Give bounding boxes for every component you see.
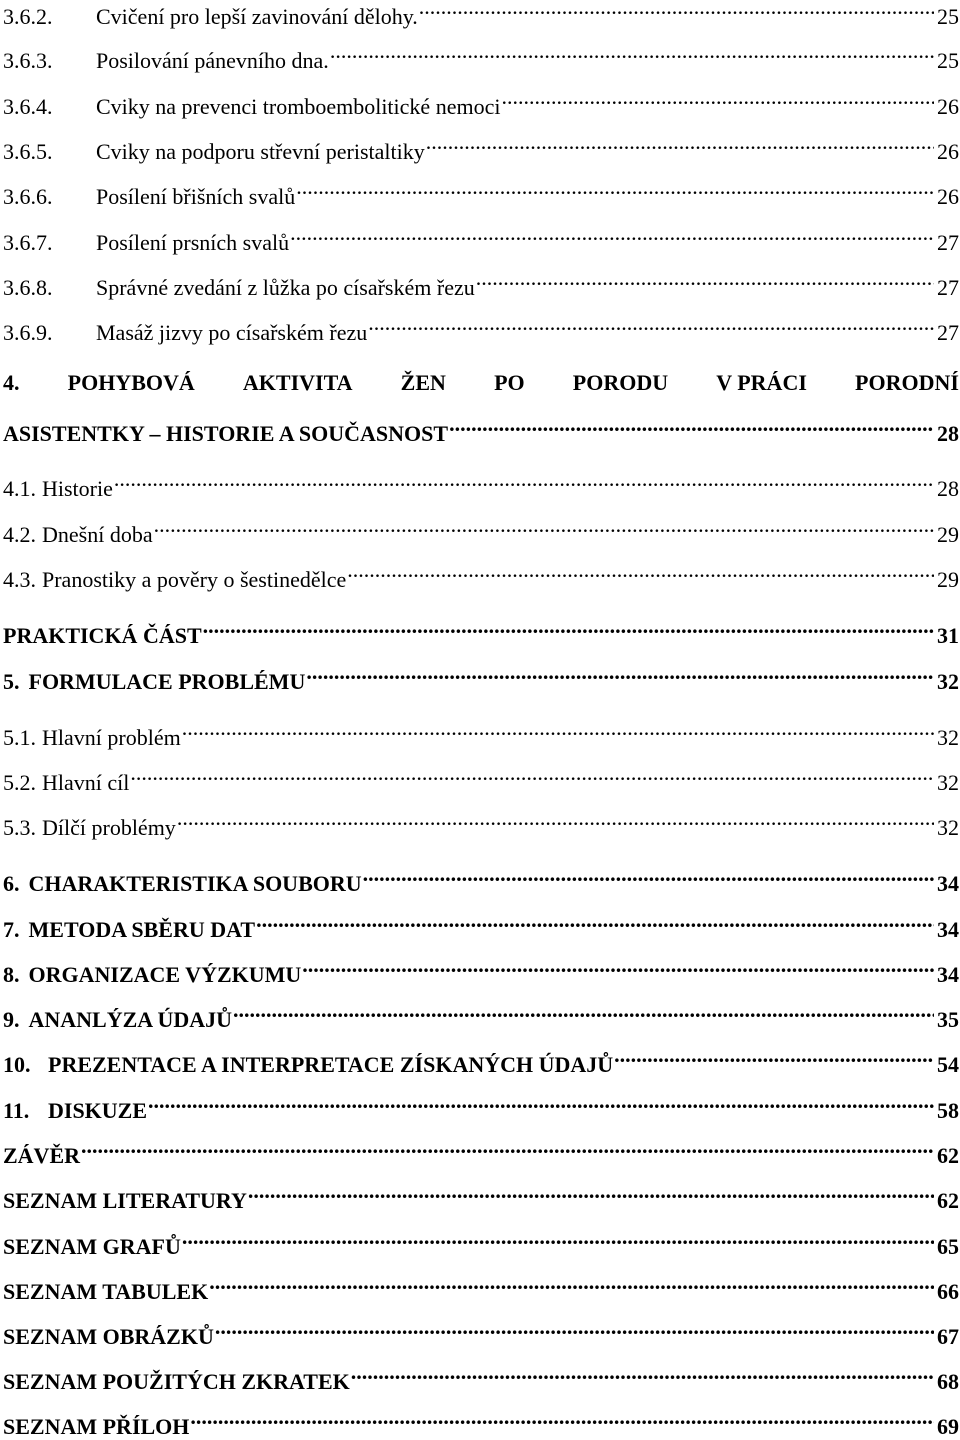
toc-entry-page: 26 — [937, 139, 959, 164]
toc-entry[interactable] — [3, 1228, 959, 1260]
toc-entry-title: Posilování pánevního dna. — [96, 48, 329, 73]
toc-entry-title: PREZENTACE A INTERPRETACE ZÍSKANÝCH ÚDAJŮ — [48, 1052, 614, 1077]
toc-entry-number: 10. — [3, 1052, 31, 1077]
toc-entry[interactable] — [3, 1273, 959, 1305]
toc-entry-title: ORGANIZACE VÝZKUMU — [28, 962, 302, 987]
toc-entry-title: Dnešní doba — [42, 522, 153, 547]
toc-word: POHYBOVÁ — [67, 370, 195, 395]
dot-leader — [290, 224, 934, 250]
toc-entry[interactable] — [3, 809, 959, 841]
toc-entry-page: 32 — [937, 725, 959, 750]
toc-entry-title: SEZNAM GRAFŮ — [3, 1234, 181, 1259]
dot-leader — [215, 1318, 934, 1344]
toc-entry[interactable] — [3, 178, 959, 210]
toc-entry-title: PRAKTICKÁ ČÁST — [3, 623, 202, 648]
toc-entry-page: 28 — [937, 421, 959, 446]
toc-entry-title: Posílení prsních svalů — [96, 230, 290, 255]
toc-entry-title: Masáž jizvy po císařském řezu — [96, 320, 368, 345]
toc-entry-number: 8. — [3, 962, 20, 987]
toc-entry[interactable] — [3, 0, 959, 30]
toc-entry-number: 3.6.7. — [3, 230, 53, 255]
toc-entry-number: 3.6.3. — [3, 48, 53, 73]
toc-entry-number: 4.1. — [3, 476, 36, 501]
toc-entry-title: Cvičení pro lepší zavinování dělohy. — [96, 4, 418, 29]
toc-entry-title: Hlavní problém — [42, 725, 181, 750]
dot-leader — [248, 1182, 934, 1208]
toc-entry[interactable] — [3, 1137, 959, 1169]
dot-leader — [182, 719, 934, 745]
toc-entry-page: 25 — [937, 48, 959, 73]
dot-leader — [368, 314, 934, 340]
dot-leader — [449, 415, 934, 441]
dot-leader — [190, 1408, 934, 1434]
toc-word: PORODNÍ — [855, 370, 959, 395]
toc-entry-title: Dílčí problémy — [42, 815, 176, 840]
toc-entry-number: 5.1. — [3, 725, 36, 750]
toc-entry-page: 27 — [937, 320, 959, 345]
toc-entry-number: 3.6.4. — [3, 94, 53, 119]
toc-entry[interactable] — [3, 42, 959, 74]
dot-leader — [363, 865, 934, 891]
toc-entry-title: SEZNAM PŘÍLOH — [3, 1414, 190, 1439]
toc-entry[interactable] — [3, 663, 959, 695]
toc-entry[interactable] — [3, 561, 959, 593]
dot-leader — [330, 42, 934, 68]
toc-entry-title: Historie — [42, 476, 113, 501]
toc-entry[interactable] — [3, 88, 959, 120]
toc-entry-page: 54 — [937, 1052, 959, 1077]
toc-entry[interactable] — [3, 314, 959, 346]
toc-entry[interactable] — [3, 1046, 959, 1078]
toc-entry-page: 26 — [937, 94, 959, 119]
toc-entry-number: 4.3. — [3, 567, 36, 592]
toc-entry-page: 66 — [937, 1279, 959, 1304]
toc-word: V PRÁCI — [716, 370, 807, 395]
toc-entry-page: 26 — [937, 184, 959, 209]
dot-leader — [306, 663, 934, 689]
toc-entry-page: 68 — [937, 1369, 959, 1394]
toc-entry[interactable] — [3, 1363, 959, 1395]
toc-entry-title: Správné zvedání z lůžka po císařském řezu — [96, 275, 475, 300]
toc-entry-title: SEZNAM OBRÁZKŮ — [3, 1324, 214, 1349]
toc-word: PO — [494, 370, 525, 395]
toc-entry[interactable] — [3, 1092, 959, 1124]
toc-entry-page: 62 — [937, 1188, 959, 1213]
toc-entry[interactable] — [3, 1001, 959, 1033]
toc-entry-page: 34 — [937, 962, 959, 987]
toc-entry[interactable] — [3, 1318, 959, 1350]
toc-entry-page: 65 — [937, 1234, 959, 1259]
toc-entry-number: 5. — [3, 669, 20, 694]
toc-entry-title: ZÁVĚR — [3, 1143, 81, 1168]
toc-entry[interactable] — [3, 516, 959, 548]
toc-entry-page: 27 — [937, 275, 959, 300]
toc-entry-page: 34 — [937, 871, 959, 896]
toc-entry-page: 58 — [937, 1098, 959, 1123]
toc-entry-title: FORMULACE PROBLÉMU — [28, 669, 306, 694]
toc-entry[interactable] — [3, 470, 959, 502]
toc-entry-page: 29 — [937, 522, 959, 547]
toc-entry[interactable] — [3, 617, 959, 649]
toc-word: 4. — [3, 370, 20, 395]
dot-leader — [614, 1046, 934, 1072]
toc-entry-chapter-4-line-2[interactable] — [3, 415, 959, 447]
dot-leader — [347, 561, 934, 587]
toc-word: AKTIVITA — [242, 370, 353, 395]
toc-entry-page: 69 — [937, 1414, 959, 1439]
dot-leader — [351, 1363, 934, 1389]
dot-leader — [302, 956, 934, 982]
toc-entry-page: 32 — [937, 815, 959, 840]
toc-entry-title: Cviky na podporu střevní peristaltiky — [96, 139, 425, 164]
toc-entry-number: 7. — [3, 917, 20, 942]
toc-entry[interactable] — [3, 911, 959, 943]
toc-entry[interactable] — [3, 764, 959, 796]
dot-leader — [296, 178, 934, 204]
toc-entry-page: 27 — [937, 230, 959, 255]
dot-leader — [501, 88, 934, 114]
toc-entry-page: 62 — [937, 1143, 959, 1168]
dot-leader — [209, 1273, 934, 1299]
toc-entry-page: 29 — [937, 567, 959, 592]
toc-entry-number: 3.6.5. — [3, 139, 53, 164]
toc-entry-page: 67 — [937, 1324, 959, 1349]
toc-entry-title: ASISTENTKY – HISTORIE A SOUČASNOST — [3, 421, 449, 446]
toc-entry[interactable] — [3, 133, 959, 165]
toc-entry[interactable] — [3, 956, 959, 988]
toc-entry[interactable] — [3, 719, 959, 751]
dot-leader — [154, 516, 934, 542]
toc-entry[interactable] — [3, 1408, 959, 1440]
toc-entry-number: 3.6.8. — [3, 275, 53, 300]
dot-leader — [177, 809, 934, 835]
dot-leader — [476, 269, 934, 295]
toc-entry-page: 28 — [937, 476, 959, 501]
toc-entry[interactable] — [3, 1182, 959, 1214]
toc-entry-title: CHARAKTERISTIKA SOUBORU — [28, 871, 362, 896]
toc-entry-title: Cviky na prevenci tromboembolitické nemoci — [96, 94, 501, 119]
dot-leader — [148, 1092, 934, 1118]
toc-word: PORODU — [572, 370, 669, 395]
toc-entry-page: 32 — [937, 770, 959, 795]
toc-entry[interactable] — [3, 865, 959, 897]
toc-entry-page: 34 — [937, 917, 959, 942]
toc-entry-title: DISKUZE — [48, 1098, 148, 1123]
dot-leader — [256, 911, 934, 937]
toc-entry-title: ANANLÝZA ÚDAJŮ — [28, 1007, 233, 1032]
toc-entry-number: 3.6.2. — [3, 4, 53, 29]
dot-leader — [203, 617, 934, 643]
toc-entry-title: SEZNAM TABULEK — [3, 1279, 209, 1304]
toc-entry-title: Posílení břišních svalů — [96, 184, 296, 209]
toc-entry-title: Pranostiky a pověry o šestinedělce — [42, 567, 347, 592]
dot-leader — [114, 470, 934, 496]
dot-leader — [233, 1001, 934, 1027]
toc-entry[interactable] — [3, 269, 959, 301]
toc-entry-page: 25 — [937, 4, 959, 29]
toc-entry-title: Hlavní cíl — [42, 770, 130, 795]
toc-word: ŽEN — [400, 370, 446, 395]
toc-entry-title: SEZNAM LITERATURY — [3, 1188, 247, 1213]
toc-entry[interactable] — [3, 224, 959, 256]
toc-entry-page: 31 — [937, 623, 959, 648]
toc-entry-number: 11. — [3, 1098, 30, 1123]
toc-entry-number: 3.6.9. — [3, 320, 53, 345]
toc-entry-title: SEZNAM POUŽITÝCH ZKRATEK — [3, 1369, 350, 1394]
toc-entry-number: 9. — [3, 1007, 20, 1032]
toc-entry-title: METODA SBĚRU DAT — [28, 917, 256, 942]
toc-entry-page: 35 — [937, 1007, 959, 1032]
toc-entry-number: 5.2. — [3, 770, 36, 795]
toc-entry-number: 3.6.6. — [3, 184, 53, 209]
toc-entry-number: 5.3. — [3, 815, 36, 840]
toc-entry-number: 4.2. — [3, 522, 36, 547]
dot-leader — [426, 133, 934, 159]
toc-entry-page: 32 — [937, 669, 959, 694]
toc-entry-chapter-4-line-1[interactable] — [3, 370, 959, 396]
toc-entry-number: 6. — [3, 871, 20, 896]
dot-leader — [182, 1228, 934, 1254]
dot-leader — [81, 1137, 934, 1163]
dot-leader — [419, 0, 934, 24]
dot-leader — [130, 764, 934, 790]
